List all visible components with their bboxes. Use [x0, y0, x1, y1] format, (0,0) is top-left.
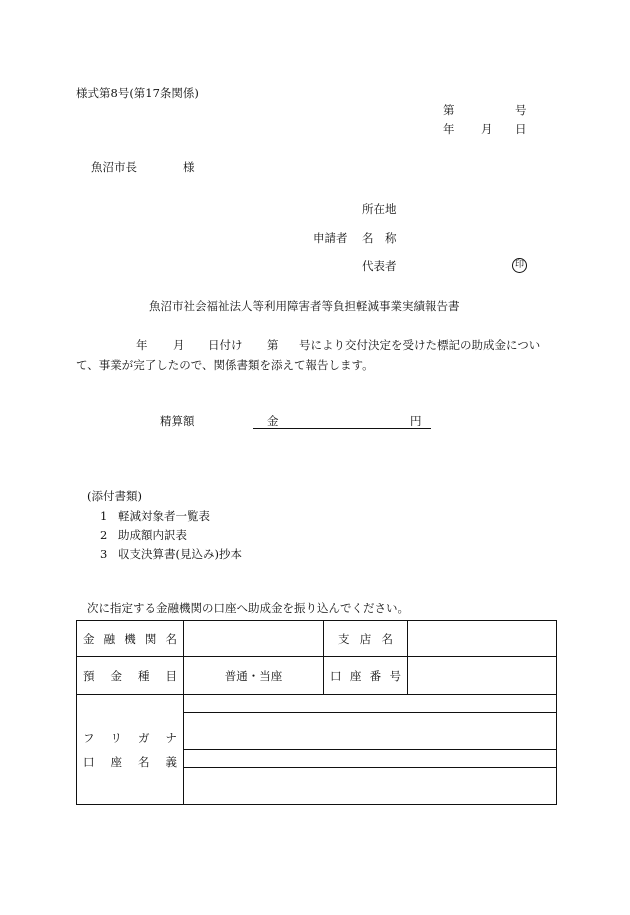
name-label: 名 称: [362, 231, 397, 245]
attachment-item-2-text: 助成額内訳表: [118, 528, 187, 542]
document-number-suffix: 号: [515, 103, 527, 117]
date-day: 日: [515, 122, 527, 136]
body-month: 月: [173, 338, 185, 352]
settlement-underline: [253, 428, 431, 429]
attachments-heading: (添付書類): [87, 489, 142, 503]
attachment-item-3-no: 3: [100, 547, 108, 561]
document-title: 魚沼市社会福祉法人等利用障害者等負担軽減事業実績報告書: [149, 299, 460, 313]
body-dai: 第: [267, 338, 279, 352]
deposit-type-value-cell[interactable]: [184, 657, 324, 695]
settlement-label: 精算額: [160, 414, 195, 428]
form-number: 様式第8号(第17条関係): [76, 86, 199, 100]
furigana-row-1[interactable]: [184, 695, 557, 713]
bank-account-table: [76, 620, 557, 805]
body-year: 年: [136, 338, 148, 352]
institution-value-cell[interactable]: [184, 621, 324, 657]
account-name-row-2[interactable]: [184, 768, 557, 805]
body-line2: て、事業が完了したので、関係書類を添えて報告します。: [76, 358, 374, 372]
branch-label-cell: 支 店 名: [324, 621, 408, 657]
applicant-label: 申請者: [313, 231, 348, 245]
document-number-prefix: 第: [443, 103, 455, 117]
body-day-of: 日付け: [208, 338, 243, 352]
representative-label: 代表者: [362, 259, 397, 273]
attachment-item-3-text: 収支決算書(見込み)抄本: [118, 547, 242, 561]
account-number-value-cell[interactable]: [408, 657, 557, 695]
deposit-type-value: 普通・当座: [224, 668, 283, 683]
account-number-label-cell: 口 座 番 号: [324, 657, 408, 695]
body-line1-rest: 号により交付決定を受けた標記の助成金につい: [299, 338, 541, 352]
settlement-kin: 金: [267, 414, 279, 428]
addressee-name: 魚沼市長: [91, 160, 137, 174]
date-month: 月: [481, 122, 493, 136]
date-year: 年: [443, 122, 455, 136]
attachment-item-1-no: 1: [100, 509, 108, 523]
account-name-row-1[interactable]: [184, 713, 557, 750]
account-name-label: 口 座 名 義: [83, 754, 177, 769]
deposit-type-label-cell: 預 金 種 目: [77, 657, 184, 695]
institution-label-cell: 金 融 機 関 名: [77, 621, 184, 657]
attachment-item-1-text: 軽減対象者一覧表: [118, 509, 210, 523]
furigana-row-2[interactable]: [184, 750, 557, 768]
furigana-label: フ リ ガ ナ: [83, 730, 177, 745]
branch-value-cell[interactable]: [408, 621, 557, 657]
location-label: 所在地: [362, 202, 397, 216]
addressee-honorific: 様: [183, 160, 195, 174]
settlement-yen: 円: [410, 414, 422, 428]
bank-instruction: 次に指定する金融機関の口座へ助成金を振り込んでください。: [87, 601, 409, 615]
attachment-item-2-no: 2: [100, 528, 108, 542]
seal-mark: 印: [512, 258, 527, 273]
furigana-account-name-label-cell: [77, 695, 184, 805]
